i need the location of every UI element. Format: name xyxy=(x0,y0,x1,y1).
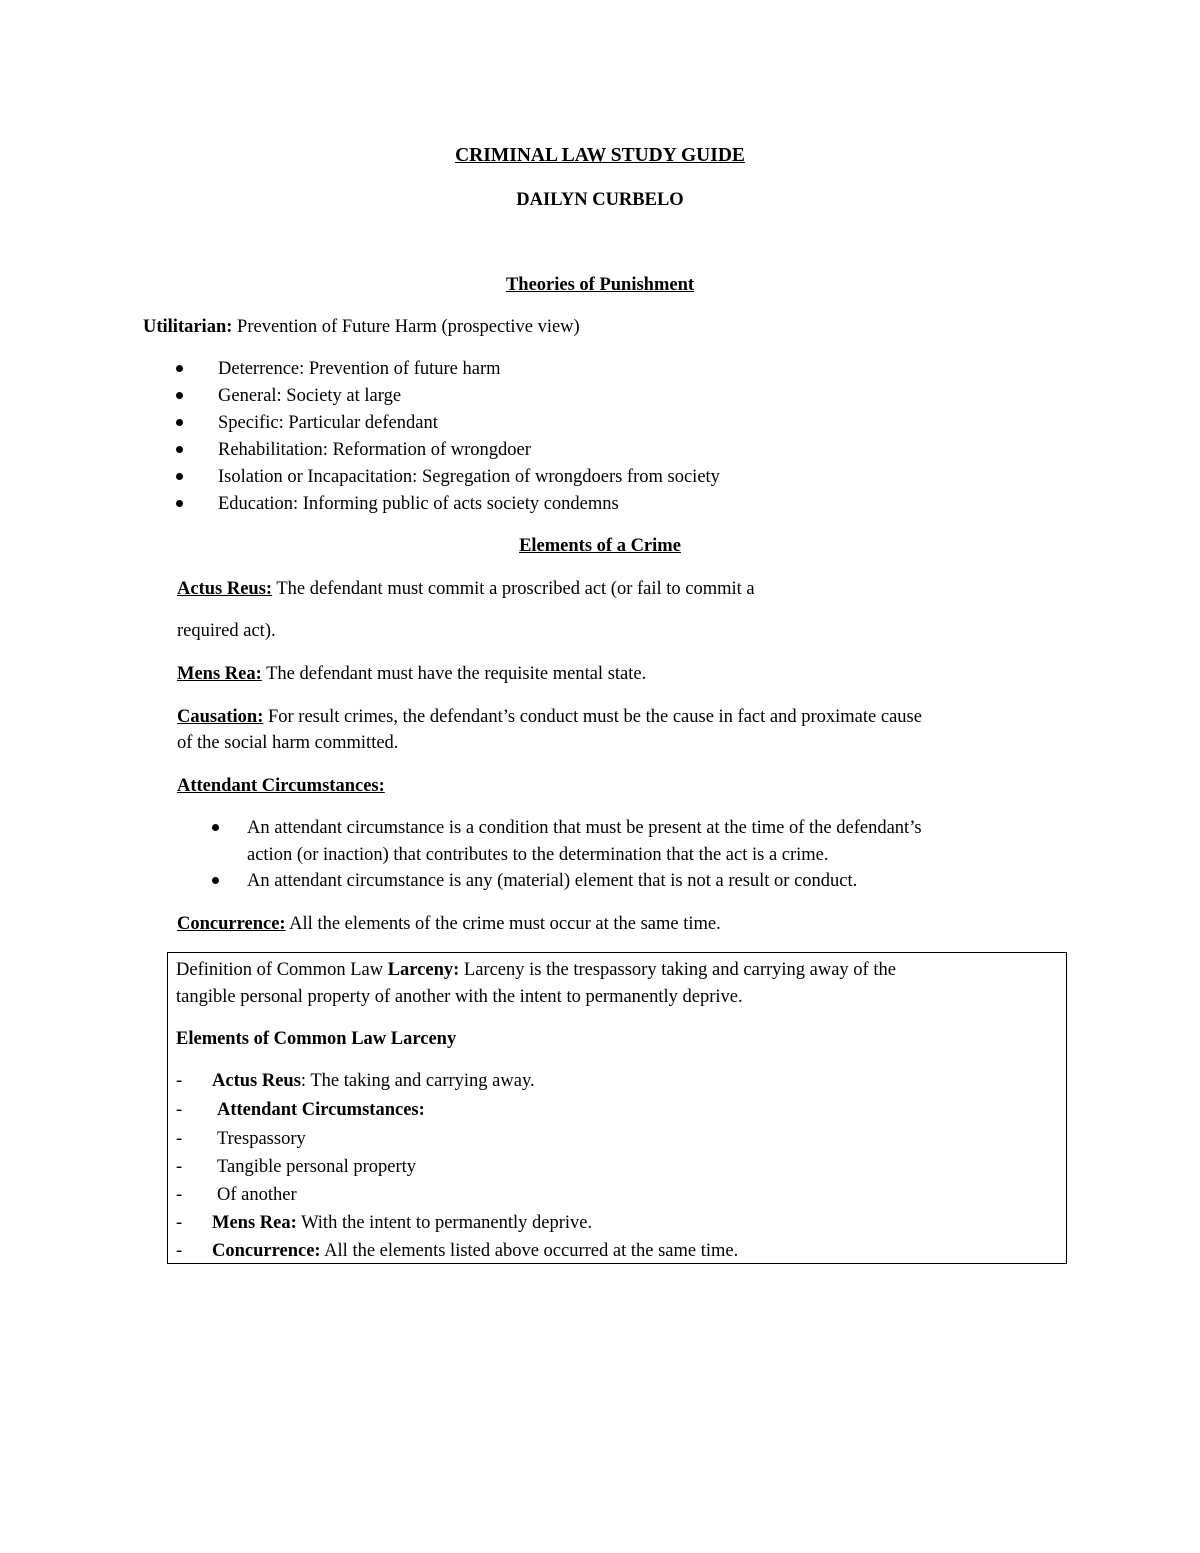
bullet-icon xyxy=(176,473,183,480)
larceny-actus-item xyxy=(212,1068,535,1094)
theories-heading: Theories of Punishment xyxy=(505,275,695,295)
list-item: An attendant circumstance is any (material) element that is not a result or conduct. xyxy=(247,871,858,891)
larceny-concurrence-label: Concurrence: xyxy=(212,1241,321,1261)
list-item: Specific: Particular defendant xyxy=(218,413,438,433)
causation-continuation: of the social harm committed. xyxy=(177,733,399,753)
dash-marker: - xyxy=(176,1241,183,1261)
dash-marker: - xyxy=(176,1100,183,1120)
list-item: An attendant circumstance is a condition that must be present at the time of the defendant’s xyxy=(247,818,922,838)
actus-reus-text: The defendant must commit a proscribed act (or fail to commit a xyxy=(272,579,755,599)
causation-line xyxy=(177,704,922,730)
larceny-mens-label: Mens Rea: xyxy=(212,1213,297,1233)
larceny-attendant-item: Attendant Circumstances: xyxy=(217,1100,425,1120)
larceny-def-prefix: Definition of Common Law xyxy=(176,960,388,980)
larceny-actus-label: Actus Reus xyxy=(212,1071,301,1091)
larceny-definition-continuation: tangible personal property of another with the intent to permanently deprive. xyxy=(176,987,743,1007)
list-item: Rehabilitation: Reformation of wrongdoer xyxy=(218,440,531,460)
bullet-icon xyxy=(176,365,183,372)
dash-marker: - xyxy=(176,1071,183,1091)
concurrence-text: All the elements of the crime must occur at the same time. xyxy=(285,914,721,934)
elements-heading: Elements of a Crime xyxy=(519,536,681,556)
larceny-tangible-item: Tangible personal property xyxy=(217,1157,417,1177)
document-author: DAILYN CURBELO xyxy=(516,190,684,210)
concurrence-line xyxy=(177,911,721,937)
actus-reus-line xyxy=(177,576,755,602)
list-item-continuation: action (or inaction) that contributes to the determination that the act is a crime. xyxy=(247,845,829,865)
actus-reus-continuation: required act). xyxy=(177,621,276,641)
list-item: Isolation or Incapacitation: Segregation of wrongdoers from society xyxy=(218,467,720,487)
list-item: General: Society at large xyxy=(218,386,402,406)
attendant-heading: Attendant Circumstances: xyxy=(177,776,385,796)
list-item: Education: Informing public of acts society condemns xyxy=(218,494,619,514)
larceny-concurrence-text: All the elements listed above occurred at the same time. xyxy=(320,1241,739,1261)
causation-label: Causation: xyxy=(177,707,264,727)
document-title: CRIMINAL LAW STUDY GUIDE xyxy=(455,145,745,166)
larceny-trespassory-item: Trespassory xyxy=(217,1129,306,1149)
causation-text: For result crimes, the defendant’s conduct must be the cause in fact and proximate cause xyxy=(263,707,922,727)
mens-rea-text: The defendant must have the requisite mental state. xyxy=(261,664,647,684)
mens-rea-line xyxy=(177,661,646,687)
dash-marker: - xyxy=(176,1157,183,1177)
utilitarian-label: Utilitarian: xyxy=(143,317,233,337)
dash-marker: - xyxy=(176,1185,183,1205)
larceny-of-another-item: Of another xyxy=(217,1185,297,1205)
larceny-term: Larceny: xyxy=(387,960,460,980)
actus-reus-label: Actus Reus: xyxy=(177,579,273,599)
concurrence-label: Concurrence: xyxy=(177,914,286,934)
larceny-mens-item xyxy=(212,1210,592,1236)
utilitarian-line xyxy=(143,314,580,340)
dash-marker: - xyxy=(176,1129,183,1149)
bullet-icon xyxy=(212,824,219,831)
bullet-icon xyxy=(176,392,183,399)
bullet-icon xyxy=(176,500,183,507)
larceny-actus-text: : The taking and carrying away. xyxy=(300,1071,535,1091)
utilitarian-text: Prevention of Future Harm (prospective view) xyxy=(232,317,580,337)
larceny-mens-text: With the intent to permanently deprive. xyxy=(296,1213,593,1233)
bullet-icon xyxy=(212,877,219,884)
mens-rea-label: Mens Rea: xyxy=(177,664,262,684)
bullet-icon xyxy=(176,446,183,453)
larceny-def-text: Larceny is the trespassory taking and carrying away of the xyxy=(459,960,896,980)
larceny-definition-line xyxy=(176,957,896,983)
bullet-icon xyxy=(176,419,183,426)
list-item: Deterrence: Prevention of future harm xyxy=(218,359,501,379)
dash-marker: - xyxy=(176,1213,183,1233)
larceny-elements-heading: Elements of Common Law Larceny xyxy=(176,1029,457,1049)
larceny-concurrence-item xyxy=(212,1238,738,1264)
